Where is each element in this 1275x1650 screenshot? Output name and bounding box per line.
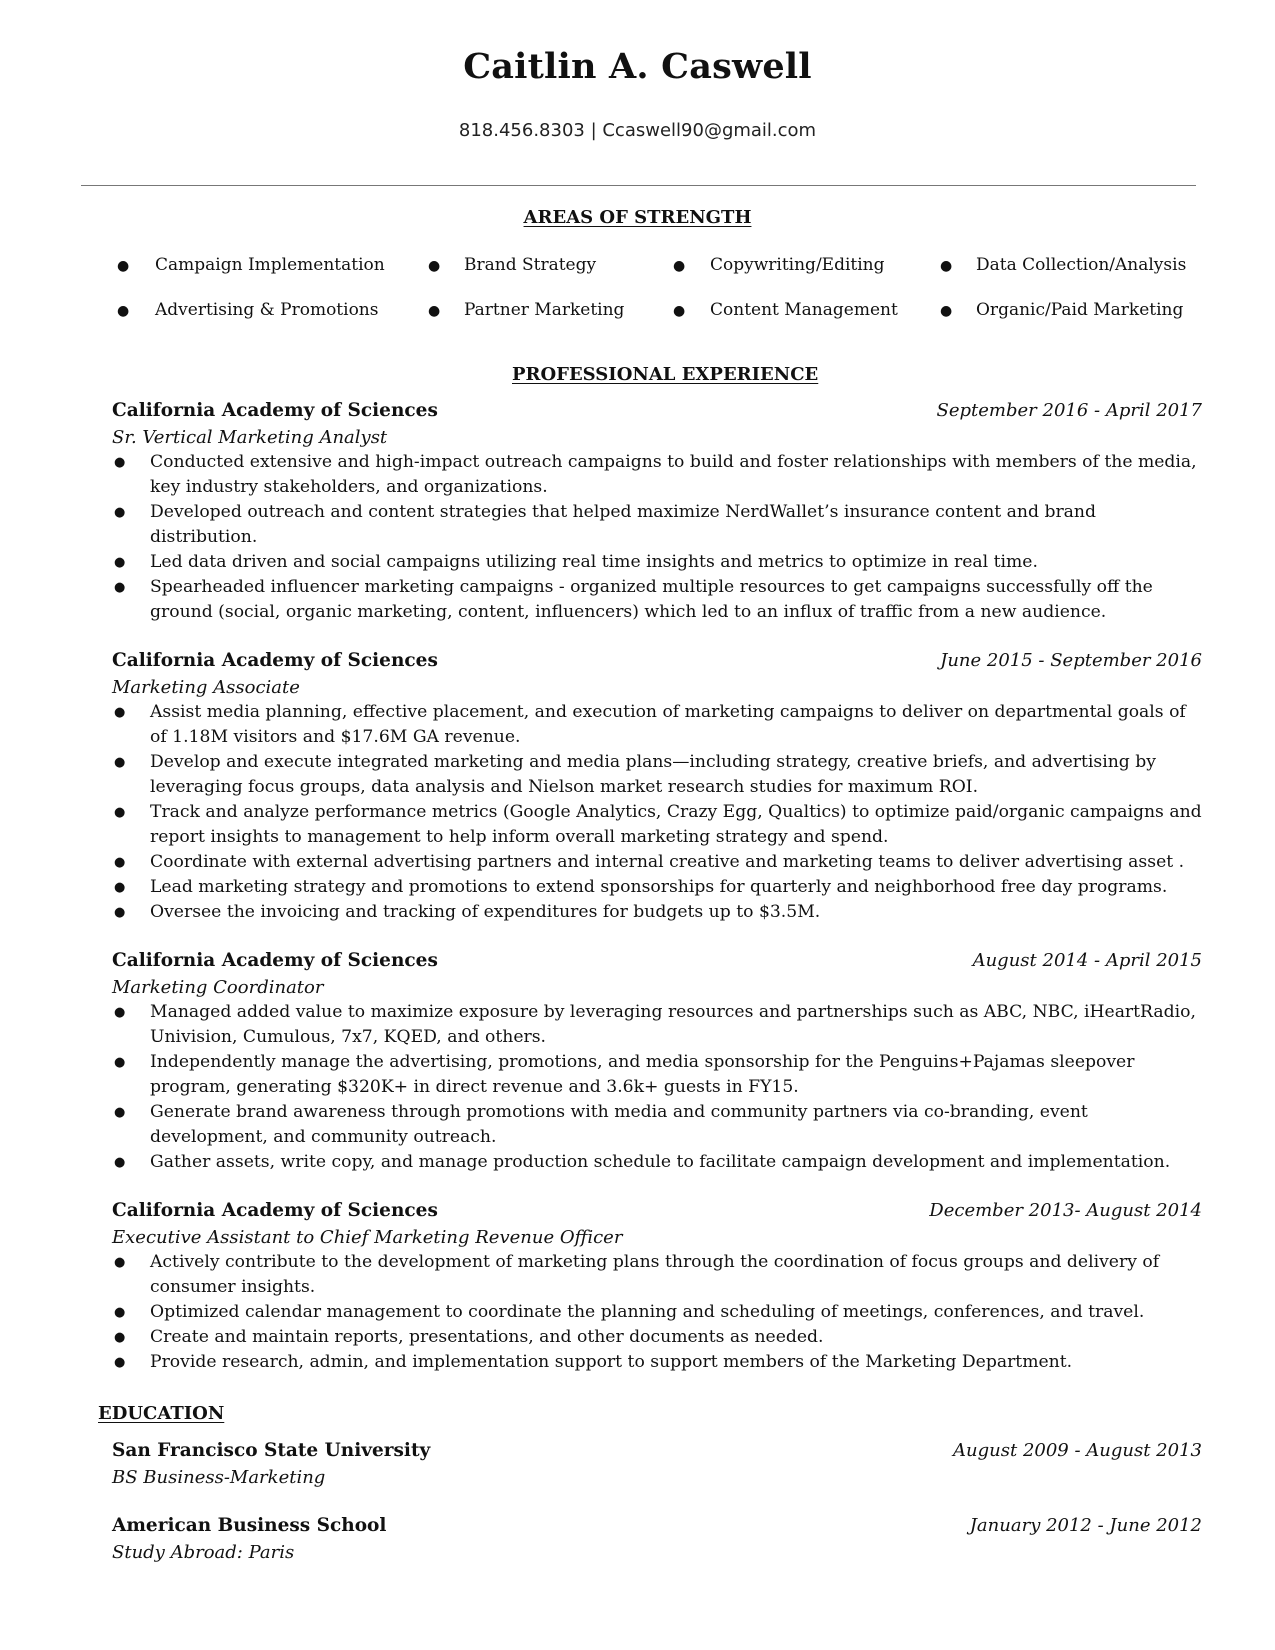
school-dates: August 2009 - August 2013 — [953, 1440, 1202, 1461]
bullet-icon: ● — [114, 1005, 126, 1020]
job-bullets — [112, 700, 1202, 925]
job-bullet-text: Actively contribute to the development of marketing plans through the coordination of focus groups and delivery of consumer insights. — [150, 1252, 1160, 1297]
job-bullet — [112, 1100, 1202, 1150]
job-bullet-text: Developed outreach and content strategies that helped maximize NerdWallet’s insurance content and brand distribution. — [150, 502, 1096, 547]
job-bullets — [112, 1250, 1202, 1375]
job-bullet-text: Spearheaded influencer marketing campaigns - organized multiple resources to get campaigns successfully off the ground (social, organic marketing, content, influencers) which led to an influx of traffic from a new audience. — [150, 577, 1153, 622]
job-bullet — [112, 575, 1202, 625]
job-bullet — [112, 1325, 1202, 1350]
job-role: Sr. Vertical Marketing Analyst — [112, 427, 388, 448]
job-bullet-text: Track and analyze performance metrics (Google Analytics, Crazy Egg, Qualtics) to optimize paid/organic campaigns and report insights to management to help inform overall marketing strategy and spend. — [150, 802, 1202, 847]
strength-item: Data Collection/Analysis — [976, 255, 1187, 275]
bullet-icon: ● — [114, 555, 126, 570]
employer-name: California Academy of Sciences — [112, 1200, 438, 1221]
bullet-icon: ● — [114, 1355, 126, 1370]
education-title: EDUCATION — [98, 1403, 225, 1424]
bullet-icon: ● — [114, 755, 126, 770]
job-entry — [112, 400, 1202, 625]
bullet-icon: ● — [114, 505, 126, 520]
employer-name: California Academy of Sciences — [112, 950, 438, 971]
job-bullet-text: Generate brand awareness through promotions with media and community partners via co-branding, event development, and community outreach. — [150, 1102, 1088, 1147]
job-bullet — [112, 750, 1202, 800]
bullet-icon: ● — [114, 1055, 126, 1070]
school-name: San Francisco State University — [112, 1440, 431, 1461]
school-name: American Business School — [112, 1515, 387, 1536]
bullet-icon: ● — [114, 1155, 126, 1170]
job-bullet-text: Gather assets, write copy, and manage production schedule to facilitate campaign development and implementation. — [150, 1152, 1171, 1172]
job-bullet — [112, 550, 1202, 575]
job-dates: September 2016 - April 2017 — [936, 400, 1202, 421]
strengths-title: AREAS OF STRENGTH — [523, 207, 752, 228]
employer-name: California Academy of Sciences — [112, 400, 438, 421]
bullet-icon: ● — [428, 303, 441, 319]
bullet-icon: ● — [940, 303, 953, 319]
strength-item: Partner Marketing — [464, 300, 625, 320]
bullet-icon: ● — [117, 258, 130, 274]
bullet-icon: ● — [117, 303, 130, 319]
job-dates: December 2013- August 2014 — [929, 1200, 1202, 1221]
job-bullet — [112, 700, 1202, 750]
employer-name: California Academy of Sciences — [112, 650, 438, 671]
job-bullet — [112, 875, 1202, 900]
header-divider — [81, 185, 1196, 186]
contact-info: 818.456.8303 | Ccaswell90@gmail.com — [458, 120, 817, 141]
job-bullet-text: Oversee the invoicing and tracking of expenditures for budgets up to $3.5M. — [150, 902, 821, 922]
job-bullet — [112, 1300, 1202, 1325]
bullet-icon: ● — [114, 1105, 126, 1120]
bullet-icon: ● — [114, 1305, 126, 1320]
strength-item: Advertising & Promotions — [155, 300, 379, 320]
job-bullet-text: Managed added value to maximize exposure by leveraging resources and partnerships such as ABC, NBC, iHeartRadio, Univision, Cumulous, 7x7, KQED, and others. — [150, 1002, 1196, 1047]
bullet-icon: ● — [114, 455, 126, 470]
job-bullet — [112, 1350, 1202, 1375]
bullet-icon: ● — [673, 303, 686, 319]
job-bullets — [112, 450, 1202, 625]
candidate-name: Caitlin A. Caswell — [463, 46, 812, 87]
job-role: Marketing Coordinator — [112, 977, 324, 998]
degree: BS Business-Marketing — [112, 1467, 326, 1488]
bullet-icon: ● — [114, 1330, 126, 1345]
bullet-icon: ● — [114, 580, 126, 595]
job-bullet-text: Develop and execute integrated marketing and media plans—including strategy, creative briefs, and advertising by leveraging focus groups, data analysis and Nielson market research studies for maximum ROI. — [150, 752, 1156, 797]
bullet-icon: ● — [114, 1255, 126, 1270]
job-bullet — [112, 500, 1202, 550]
bullet-icon: ● — [114, 805, 126, 820]
job-bullet-text: Led data driven and social campaigns utilizing real time insights and metrics to optimize in real time. — [150, 552, 1038, 572]
bullet-icon: ● — [673, 258, 686, 274]
job-bullet — [112, 900, 1202, 925]
job-bullet — [112, 1000, 1202, 1050]
job-dates: August 2014 - April 2015 — [972, 950, 1202, 971]
job-role: Executive Assistant to Chief Marketing Revenue Officer — [112, 1227, 623, 1248]
education-entry — [112, 1515, 1202, 1565]
job-bullet — [112, 850, 1202, 875]
job-entry — [112, 950, 1202, 1175]
job-bullet — [112, 1050, 1202, 1100]
job-entry — [112, 1200, 1202, 1375]
bullet-icon: ● — [940, 258, 953, 274]
strength-item: Organic/Paid Marketing — [976, 300, 1184, 320]
job-bullet — [112, 1150, 1202, 1175]
job-entry — [112, 650, 1202, 925]
job-bullets — [112, 1000, 1202, 1175]
job-bullet-text: Coordinate with external advertising partners and internal creative and marketing teams to deliver advertising asset . — [150, 852, 1185, 872]
bullet-icon: ● — [428, 258, 441, 274]
job-role: Marketing Associate — [112, 677, 300, 698]
strength-item: Campaign Implementation — [155, 255, 385, 275]
strength-item: Brand Strategy — [464, 255, 597, 275]
bullet-icon: ● — [114, 855, 126, 870]
bullet-icon: ● — [114, 905, 126, 920]
job-dates: June 2015 - September 2016 — [940, 650, 1202, 671]
job-bullet-text: Optimized calendar management to coordinate the planning and scheduling of meetings, conferences, and travel. — [150, 1302, 1145, 1322]
bullet-icon: ● — [114, 880, 126, 895]
bullet-icon: ● — [114, 705, 126, 720]
job-bullet-text: Lead marketing strategy and promotions to extend sponsorships for quarterly and neighborhood free day programs. — [150, 877, 1168, 897]
school-dates: January 2012 - June 2012 — [969, 1515, 1202, 1536]
job-bullet-text: Assist media planning, effective placement, and execution of marketing campaigns to deliver on departmental goals of of 1.18M visitors and $17.6M GA revenue. — [150, 702, 1186, 747]
job-bullet-text: Provide research, admin, and implementation support to support members of the Marketing Department. — [150, 1352, 1073, 1372]
education-entry — [112, 1440, 1202, 1490]
strength-item: Content Management — [710, 300, 898, 320]
job-bullet — [112, 800, 1202, 850]
job-bullet-text: Create and maintain reports, presentations, and other documents as needed. — [150, 1327, 824, 1347]
experience-title: PROFESSIONAL EXPERIENCE — [512, 364, 819, 385]
job-bullet — [112, 450, 1202, 500]
job-bullet — [112, 1250, 1202, 1300]
strength-item: Copywriting/Editing — [710, 255, 885, 275]
job-bullet-text: Independently manage the advertising, promotions, and media sponsorship for the Penguins+Pajamas sleepover program, generating $320K+ in direct revenue and 3.6k+ guests in FY15. — [150, 1052, 1135, 1097]
program-detail: Study Abroad: Paris — [112, 1542, 295, 1563]
job-bullet-text: Conducted extensive and high-impact outreach campaigns to build and foster relationships with members of the media, key industry stakeholders, and organizations. — [150, 452, 1197, 497]
